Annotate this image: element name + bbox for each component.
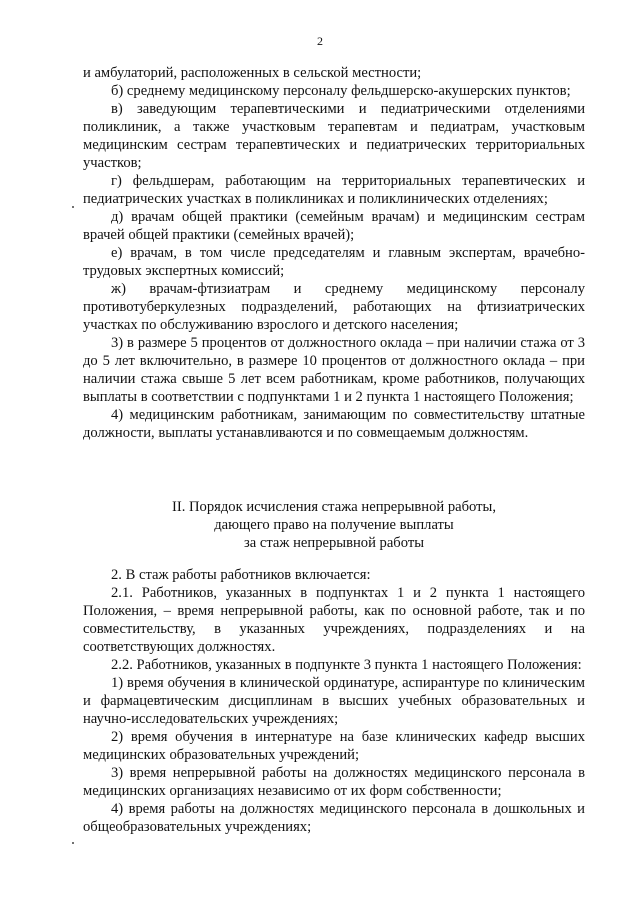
paragraph: д) врачам общей практики (семейным врачам) и медицинским сестрам врачей общей практики (семейных врачей);: [83, 209, 585, 243]
paragraph: б) среднему медицинскому персоналу фельдшерско-акушерских пунктов;: [111, 83, 571, 99]
heading-line: за стаж непрерывной работы: [243, 535, 425, 551]
paragraph: 3) в размере 5 процентов от должностного оклада – при наличии стажа от 3 до 5 лет включительно, в размере 10 процентов от должностного оклада – при наличии стажа свыше 5 лет всем работникам, кроме работников, получающих выплаты в соответствии с подпунктами 1 и 2 пункта 1 настоящего Положения;: [83, 335, 585, 405]
paragraph: е) врачам, в том числе председателям и главным экспертам, врачебно-трудовых экспертных комиссий;: [83, 245, 585, 279]
paragraph: 2.1. Работников, указанных в подпунктах 1 и 2 пункта 1 настоящего Положения, – время непрерывной работы, как по основной работе, так и по совместительству, в указанных учреждениях, подразделениях и на соответствующих должностях.: [83, 585, 585, 655]
paragraph: 4) время работы на должностях медицинского персонала в дошкольных и общеобразовательных учреждениях;: [83, 801, 585, 835]
paragraph: 2.2. Работников, указанных в подпункте 3 пункта 1 настоящего Положения:: [111, 657, 582, 673]
paragraph: ж) врачам-фтизиатрам и среднему медицинскому персоналу противотуберкулезных подразделений, работающих на фтизиатрических участках по обслуживанию взрослого и детского населения;: [83, 281, 585, 333]
heading-line: II. Порядок исчисления стажа непрерывной работы,: [172, 499, 496, 515]
scan-speck: [72, 842, 74, 844]
paragraph: 1) время обучения в клинической ординатуре, аспирантуре по клиническим и фармацевтическим дисциплинам в высших учебных образовательных и научно-исследовательских учреждениях;: [83, 675, 585, 727]
paragraph: 4) медицинским работникам, занимающим по совместительству штатные должности, выплаты устанавливаются и по совмещаемым должностям.: [83, 407, 585, 441]
paragraph: г) фельдшерам, работающим на территориальных терапевтических и педиатрических участках в поликлиниках и поликлинических отделениях;: [83, 173, 585, 207]
paragraph: и амбулаторий, расположенных в сельской местности;: [83, 65, 422, 81]
section-2-body: [83, 566, 585, 836]
paragraph: 2. В стаж работы работников включается:: [111, 567, 371, 583]
paragraph: в) заведующим терапевтическими и педиатрическими отделениями поликлиник, а также участковым терапевтам и педиатрам, участковым медицинским сестрам терапевтических и педиатрических территориальных участков;: [83, 101, 585, 171]
paragraph: 3) время непрерывной работы на должностях медицинского персонала в медицинских организациях независимо от их форм собственности;: [83, 765, 585, 799]
page-number: 2: [317, 34, 323, 48]
paragraph: 2) время обучения в интернатуре на базе клинических кафедр высших медицинских образовательных учреждений;: [83, 729, 585, 763]
scan-speck: [72, 206, 74, 208]
section-1-body: [83, 64, 585, 442]
heading-line: дающего право на получение выплаты: [214, 517, 454, 533]
section-heading: [83, 498, 585, 552]
